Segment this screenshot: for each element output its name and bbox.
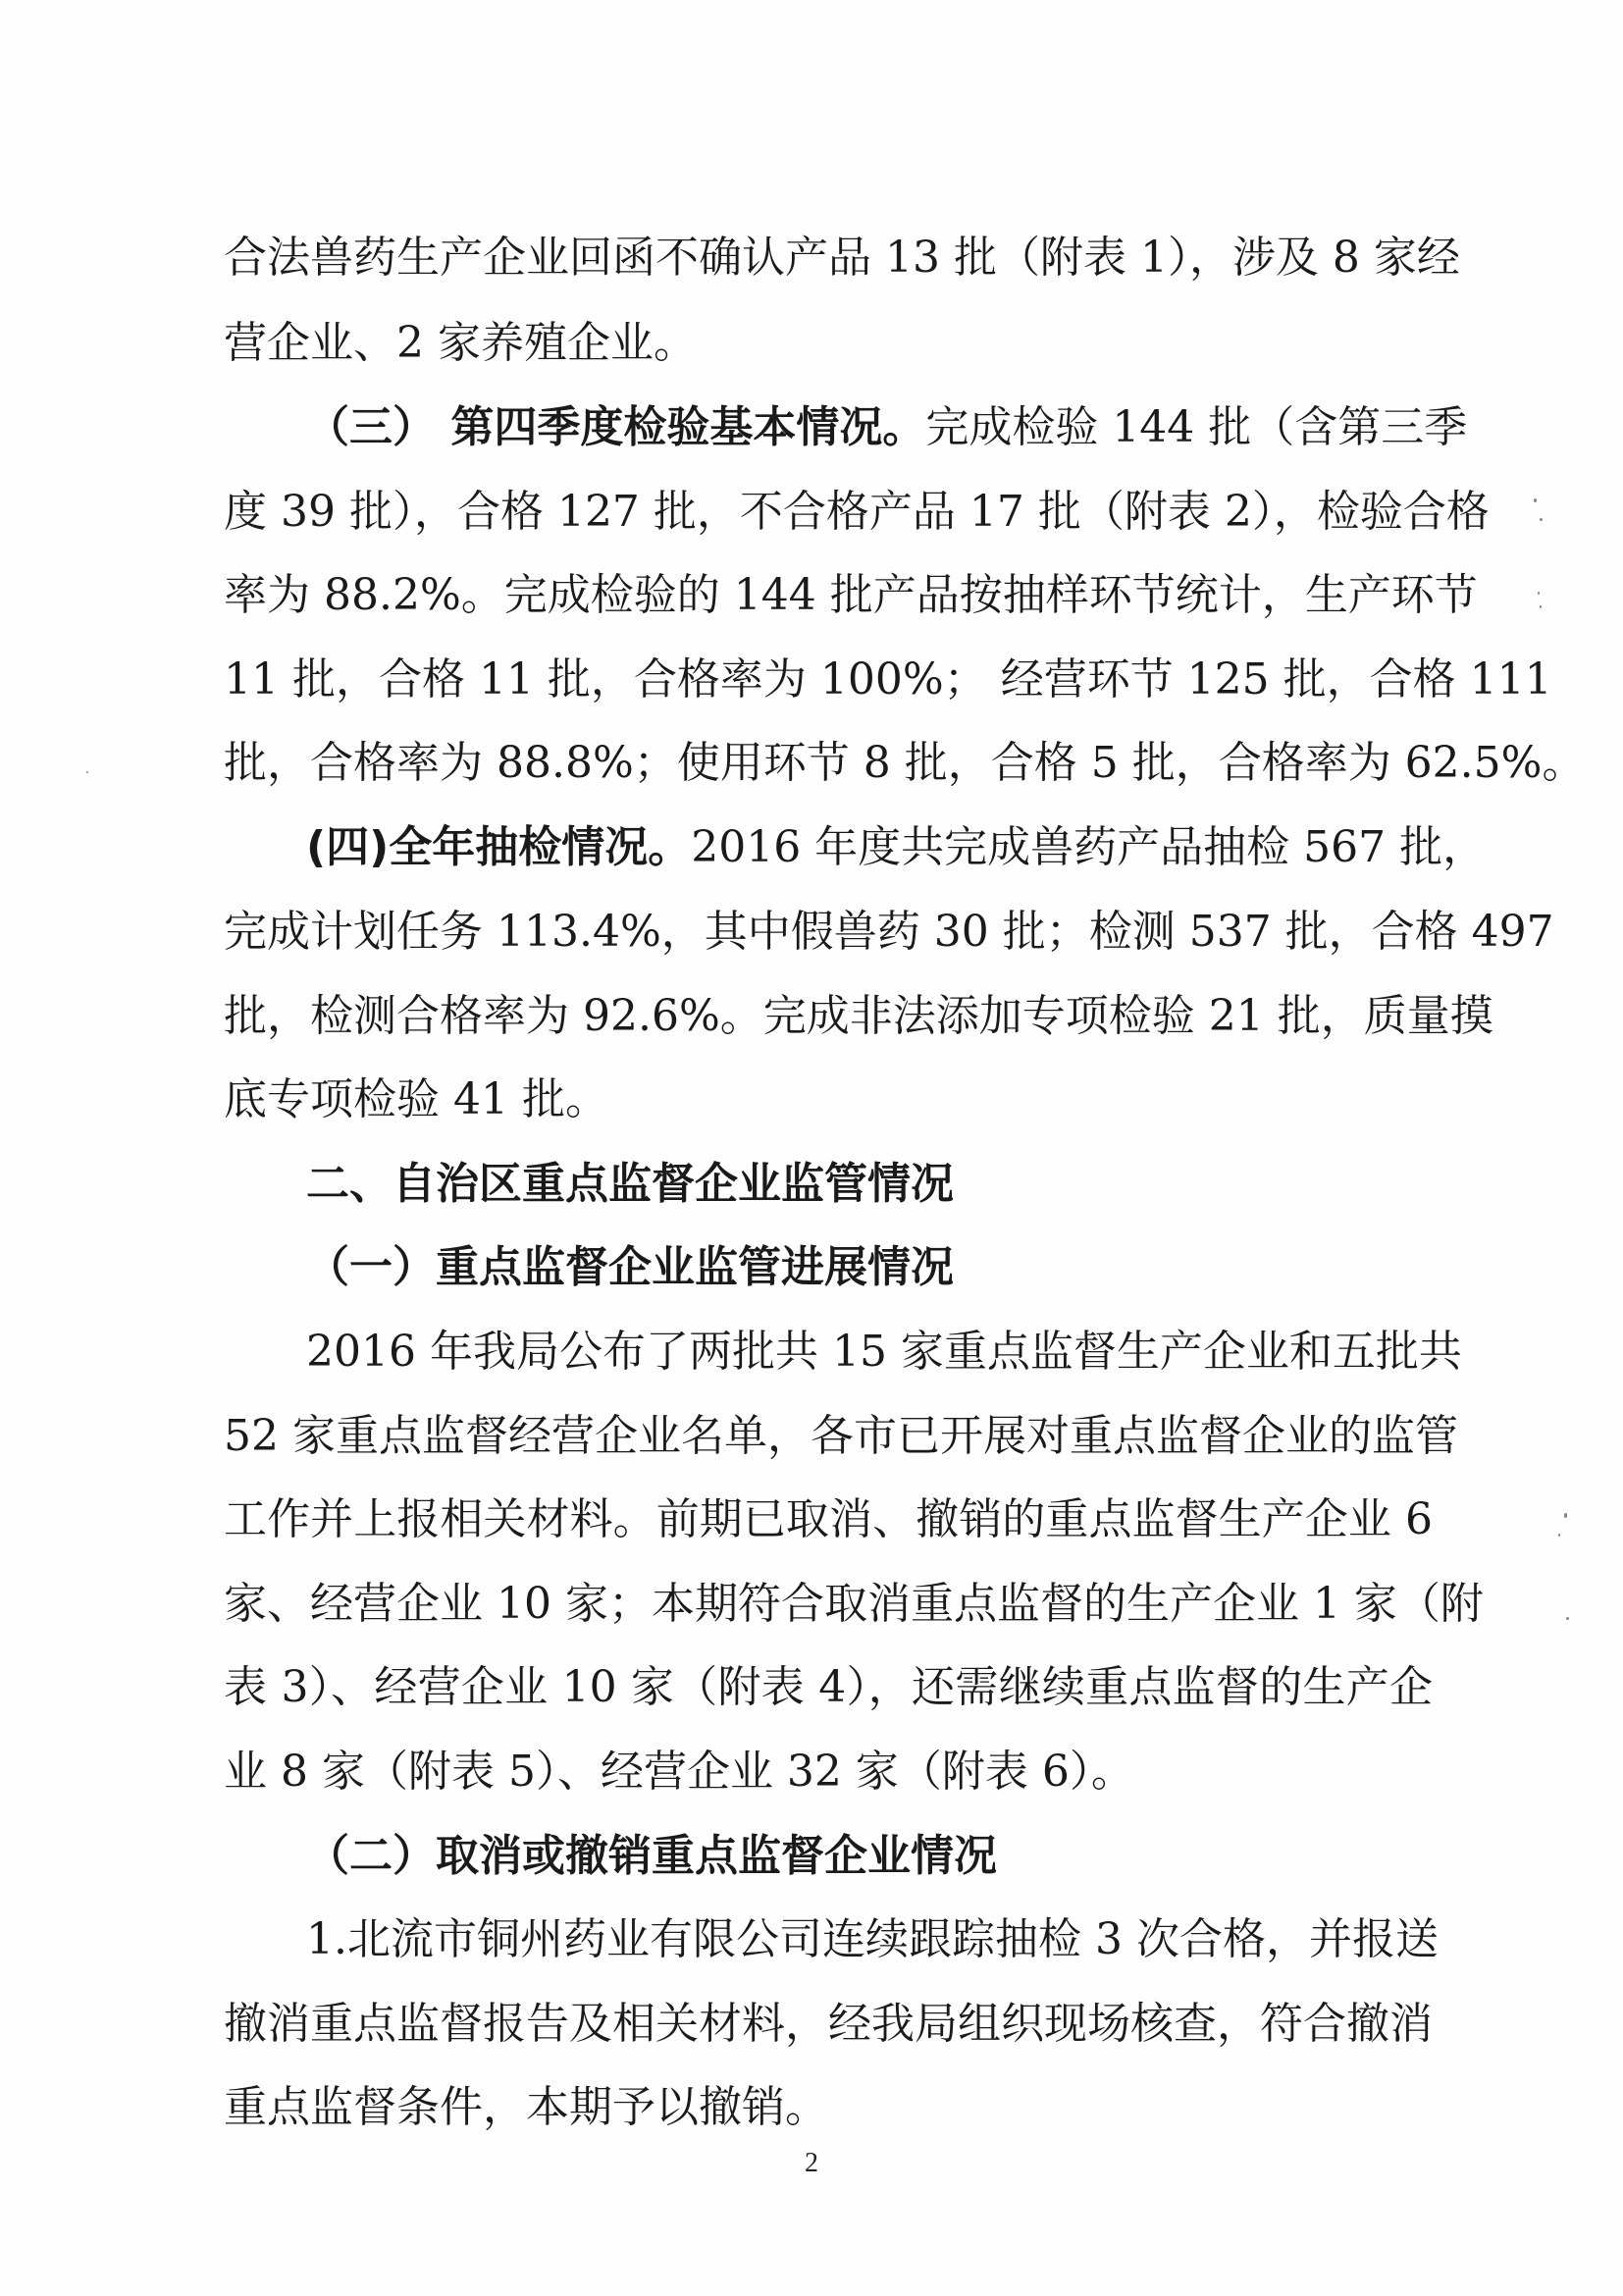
scan-speck — [1540, 518, 1543, 521]
paragraph-text: 2016 年度共完成兽药产品抽检 567 批， — [691, 822, 1487, 872]
paragraph-line: 家、经营企业 10 家；本期符合取消重点监督的生产企业 1 家（附 — [224, 1579, 1484, 1629]
scan-speck — [1558, 1534, 1560, 1537]
scan-speck — [86, 771, 88, 773]
paragraph-text: 完成检验 144 批（含第三季 — [925, 402, 1468, 452]
paragraph-line: 营企业、2 家养殖企业。 — [224, 318, 697, 368]
paragraph-line: 表 3）、经营企业 10 家（附表 4），还需继续重点监督的生产企 — [224, 1662, 1433, 1712]
paragraph-line: 重点监督条件，本期予以撤销。 — [224, 2082, 828, 2132]
paragraph-line: 业 8 家（附表 5）、经营企业 32 家（附表 6）。 — [224, 1747, 1134, 1797]
paragraph-line: 合法兽药生产企业回函不确认产品 13 批（附表 1），涉及 8 家经 — [224, 233, 1460, 283]
paragraph-line: 工作并上报相关材料。前期已取消、撤销的重点监督生产企业 6 — [224, 1494, 1433, 1544]
subsection-heading: （二）取消或撤销重点监督企业情况 — [306, 1831, 997, 1881]
scan-speck — [1540, 605, 1542, 608]
paragraph-first-line — [306, 398, 1468, 457]
page-number: 2 — [805, 2148, 818, 2178]
paragraph-line: 批，合格率为 88.8%；使用环节 8 批，合格 5 批，合格率为 62.5%。 — [224, 738, 1586, 788]
paragraph-line: 批，检测合格率为 92.6%。完成非法添加专项检验 21 批，质量摸 — [224, 991, 1493, 1041]
paragraph-first-line — [306, 818, 1487, 877]
paragraph-line: 底专项检验 41 批。 — [224, 1074, 608, 1124]
paragraph-line: 1.北流市铜州药业有限公司连续跟踪抽检 3 次合格，并报送 — [306, 1914, 1439, 1964]
section-lead: (四)全年抽检情况。 — [306, 822, 692, 872]
subsection-heading: （一）重点监督企业监管进展情况 — [306, 1242, 954, 1292]
scan-speck — [1538, 592, 1540, 595]
paragraph-line: 撤消重点监督报告及相关材料，经我局组织现场核查，符合撤消 — [224, 1999, 1433, 2049]
paragraph-line: 率为 88.2%。完成检验的 144 批产品按抽样环节统计，生产环节 — [224, 570, 1478, 620]
scan-speck — [1534, 498, 1537, 502]
paragraph-line: 52 家重点监督经营企业名单，各市已开展对重点监督企业的监管 — [224, 1411, 1458, 1461]
paragraph-line: 11 批，合格 11 批，合格率为 100%； 经营环节 125 批，合格 111 — [224, 654, 1552, 704]
paragraph-line: 2016 年我局公布了两批共 15 家重点监督生产企业和五批共 — [306, 1327, 1462, 1377]
scan-speck — [1566, 1617, 1569, 1620]
section-lead: （三） 第四季度检验基本情况。 — [306, 402, 926, 452]
section-heading: 二、自治区重点监督企业监管情况 — [306, 1159, 954, 1209]
paragraph-line: 完成计划任务 113.4%，其中假兽药 30 批；检测 537 批，合格 497 — [224, 907, 1554, 957]
scan-speck — [1564, 1513, 1567, 1518]
paragraph-line: 度 39 批），合格 127 批，不合格产品 17 批（附表 2），检验合格 — [224, 487, 1490, 537]
